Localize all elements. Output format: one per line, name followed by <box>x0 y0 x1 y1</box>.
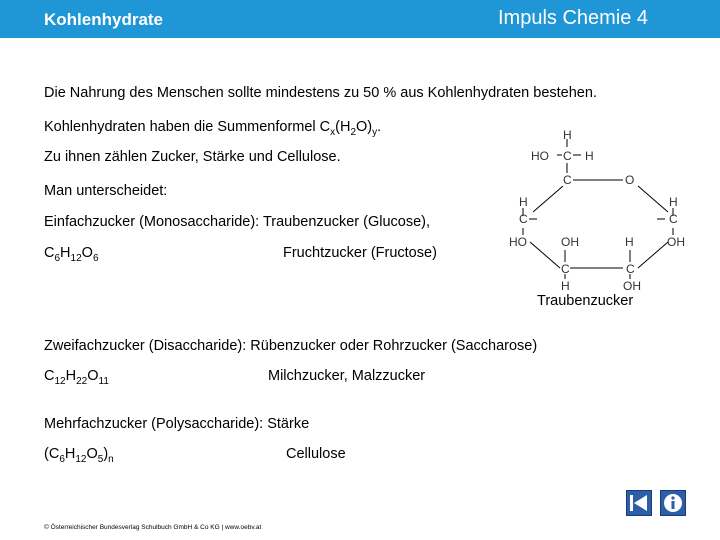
di-h: H <box>65 368 77 384</box>
di-second: Milchzucker, Malzzucker <box>268 368 426 384</box>
struct-oh-bot: OH <box>623 279 641 293</box>
formula-sub-x: x <box>330 127 336 138</box>
formula-text-pre: Kohlenhydraten haben die Summenformel C <box>44 119 331 135</box>
intro-text: Die Nahrung des Menschen sollte mindestens zu 50 % aus Kohlenhydraten bestehen. <box>44 85 597 101</box>
back-arrow-icon <box>627 491 651 515</box>
formula-sub-2: 2 <box>350 127 357 138</box>
poly-o: O <box>86 446 98 462</box>
poly-c-n: 6 <box>59 454 65 465</box>
struct-oh-left: HO <box>509 235 527 249</box>
page-title: Kohlenhydrate <box>44 10 164 29</box>
struct-c4: C <box>626 262 635 276</box>
di-h-n: 22 <box>76 376 88 387</box>
distinguish-text: Man unterscheidet: <box>44 183 168 199</box>
structure-caption: Traubenzucker <box>537 293 634 309</box>
struct-c3: C <box>561 262 570 276</box>
poly-o-n: 5 <box>97 454 104 465</box>
struct-oh-right: OH <box>667 235 685 249</box>
mono-o: O <box>81 245 93 261</box>
poly-close: ) <box>103 446 109 462</box>
di-o: O <box>87 368 99 384</box>
mono-line: Einfachzucker (Monosaccharide): Traubenzucker (Glucose), <box>44 214 431 230</box>
struct-ho-left: HO <box>531 149 549 163</box>
mono-formula <box>44 244 99 268</box>
header-bar <box>0 0 720 38</box>
glucose-structure-diagram <box>505 122 705 312</box>
struct-h-bot1: H <box>561 279 570 293</box>
info-button[interactable] <box>660 490 686 516</box>
poly-second: Cellulose <box>286 446 346 462</box>
struct-c1: C <box>563 149 572 163</box>
formula-text-post: . <box>377 119 382 135</box>
back-button[interactable] <box>626 490 652 516</box>
info-icon <box>661 491 685 515</box>
di-o-n: 11 <box>98 376 109 387</box>
struct-c-right: C <box>669 212 678 226</box>
footer-copyright: © Österreichischer Bundesverlag Schulbuch GmbH & Co KG | www.oebv.at <box>44 524 262 531</box>
struct-h-right1: H <box>585 149 594 163</box>
poly-h: H <box>64 446 76 462</box>
struct-h-mid: H <box>625 235 634 249</box>
struct-c2: C <box>563 173 572 187</box>
mono-second: Fruchtzucker (Fructose) <box>283 245 437 261</box>
struct-h-top: H <box>563 128 572 142</box>
di-c-n: 12 <box>54 376 66 387</box>
poly-h-n: 12 <box>75 454 87 465</box>
mono-o-n: 6 <box>92 253 99 264</box>
formula-sub-y: y <box>372 127 378 138</box>
mono-c: C <box>44 245 55 261</box>
poly-line: Mehrfachzucker (Polysaccharide): Stärke <box>44 416 310 432</box>
mono-h: H <box>60 245 71 261</box>
formula-text-mid1: (H <box>335 119 351 135</box>
poly-open: (C <box>44 446 60 462</box>
mono-h-n: 12 <box>70 253 82 264</box>
poly-n: n <box>108 454 114 465</box>
struct-o-ring: O <box>625 173 635 187</box>
formula-text-mid2: O) <box>356 119 373 135</box>
struct-oh-mid: OH <box>561 235 579 249</box>
di-formula <box>44 367 109 391</box>
di-c: C <box>44 368 55 384</box>
mono-c-n: 6 <box>54 253 61 264</box>
formula-text <box>44 118 381 142</box>
struct-c-left: C <box>519 212 528 226</box>
struct-h-r2: H <box>669 195 678 209</box>
poly-formula <box>44 445 114 469</box>
di-line: Zweifachzucker (Disaccharide): Rübenzucker oder Rohrzucker (Saccharose) <box>44 338 538 354</box>
brand-title: Impuls Chemie 4 <box>498 7 649 29</box>
struct-h-l1: H <box>519 195 528 209</box>
types-text: Zu ihnen zählen Zucker, Stärke und Cellulose. <box>44 149 341 165</box>
